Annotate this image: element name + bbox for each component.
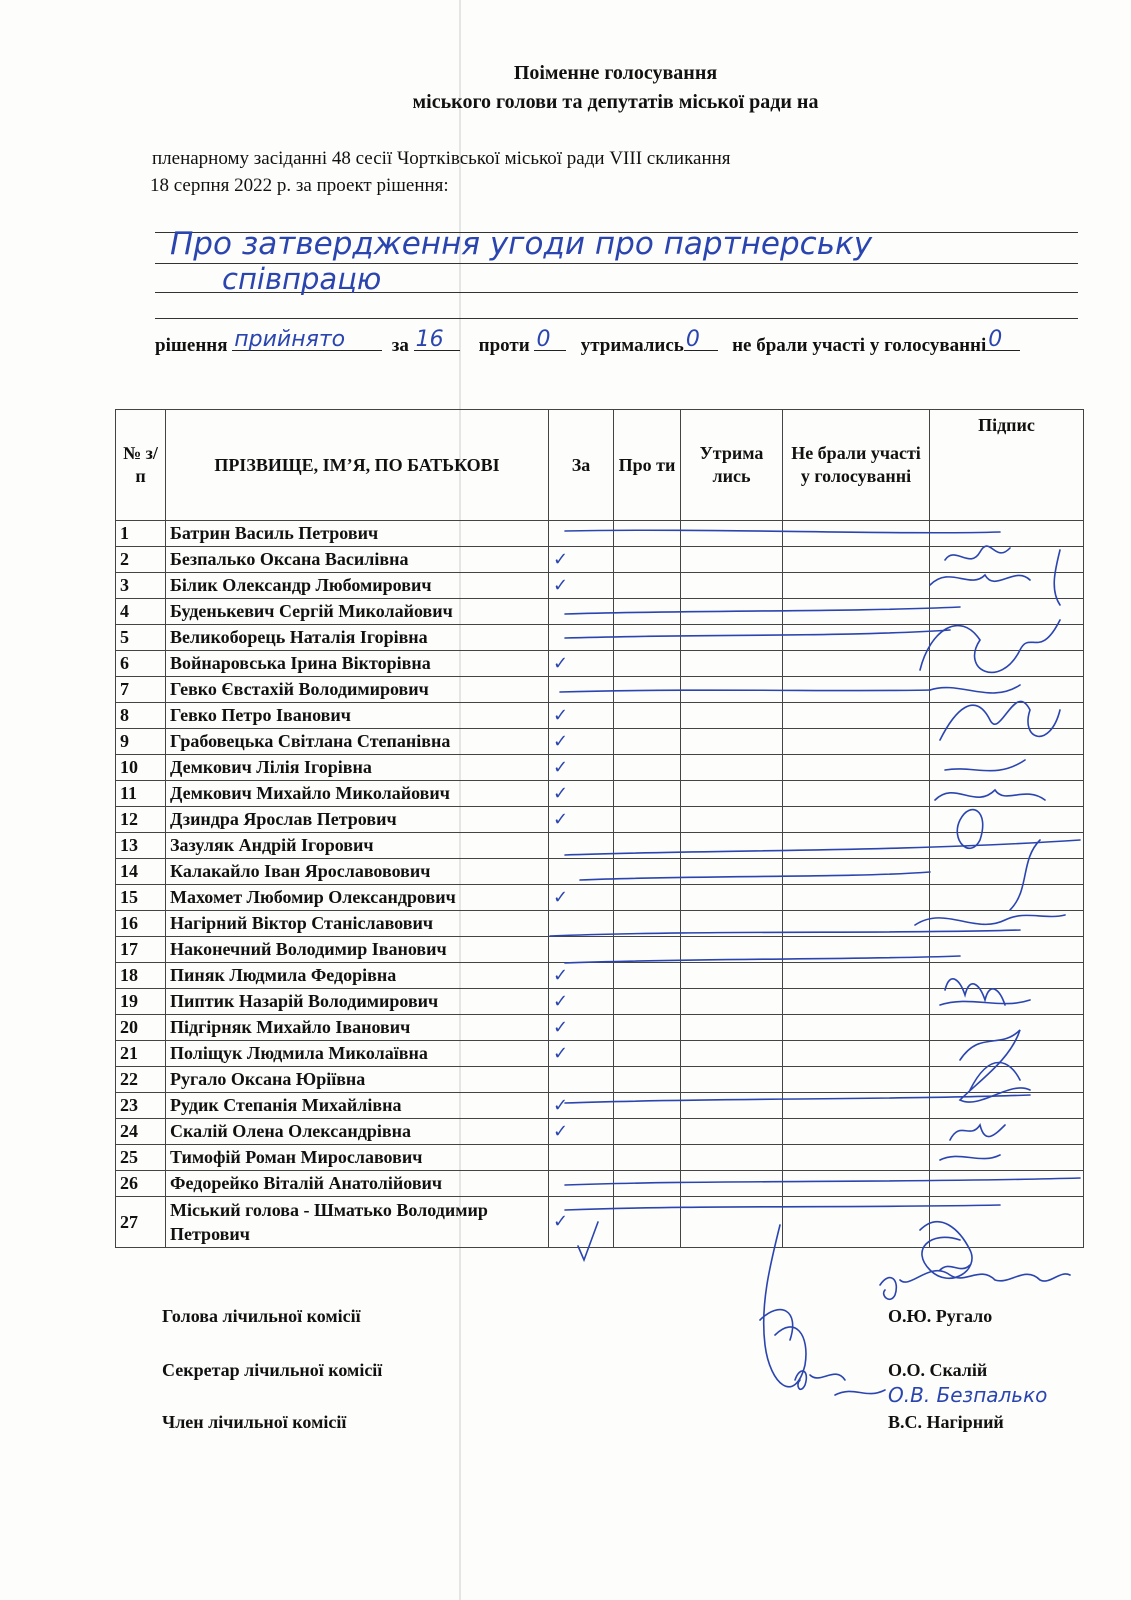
row-name: Безпалько Оксана Василівна [166,547,549,573]
header-against: Про ти [614,410,681,521]
not-voted-cell [783,1093,930,1119]
not-voted-cell [783,1145,930,1171]
row-num: 13 [116,833,166,859]
against-count-field [534,327,566,352]
row-name: Рудик Степанія Михайлівна [166,1093,549,1119]
not-voted-cell [783,573,930,599]
decision-label: рішення [155,335,228,356]
for-mark: ✓ [549,1093,614,1119]
row-num: 18 [116,963,166,989]
not-voted-cell [783,1067,930,1093]
row-num: 15 [116,885,166,911]
for-mark: ✓ [549,989,614,1015]
against-cell [614,1119,681,1145]
signature-cell [930,885,1084,911]
header-for: За [549,410,614,521]
for-mark: ✓ [549,781,614,807]
for-mark: ✓ [549,573,614,599]
decision-result-field [232,327,382,352]
for-count-field [414,327,460,352]
not-voted-cell [783,937,930,963]
for-mark [549,625,614,651]
row-num: 11 [116,781,166,807]
abstained-cell [681,911,783,937]
row-num: 14 [116,859,166,885]
abstained-cell [681,859,783,885]
for-mark: ✓ [549,729,614,755]
abstained-cell [681,833,783,859]
project-title-handwritten-2: співпрацю [222,262,382,296]
signature-cell [930,677,1084,703]
row-name: Гевко Євстахій Володимирович [166,677,549,703]
for-mark: ✓ [549,1015,614,1041]
abstained-label: утримались [580,335,684,356]
row-name: Поліщук Людмила Миколаївна [166,1041,549,1067]
header-name: ПРІЗВИЩЕ, ІМ’Я, ПО БАТЬКОВІ [166,410,549,521]
row-num: 2 [116,547,166,573]
table-row [116,729,1084,755]
row-num: 1 [116,521,166,547]
against-cell [614,651,681,677]
abstained-cell [681,651,783,677]
not-voted-cell [783,885,930,911]
chair-name: О.Ю. Ругало [888,1306,993,1326]
chair-signature [880,1271,1070,1300]
not-voted-cell [783,807,930,833]
row-num: 25 [116,1145,166,1171]
against-cell [614,729,681,755]
row-num: 4 [116,599,166,625]
against-cell [614,1171,681,1197]
abstained-cell [681,1041,783,1067]
table-row [116,1197,1084,1248]
not-voted-cell [783,521,930,547]
not-voted-cell [783,1041,930,1067]
abstained-cell [681,989,783,1015]
signature-cell [930,1067,1084,1093]
not-voted-cell [783,625,930,651]
table-row [116,703,1084,729]
row-num: 7 [116,677,166,703]
abstained-cell [681,781,783,807]
not-voted-cell [783,833,930,859]
not-voted-cell [783,651,930,677]
table-row [116,859,1084,885]
for-mark [549,1145,614,1171]
table-row [116,911,1084,937]
row-name: Буденькевич Сергій Миколайович [166,599,549,625]
row-num: 3 [116,573,166,599]
table-row [116,521,1084,547]
table-row [116,573,1084,599]
table-row [116,807,1084,833]
header-abstained: Утрима лись [681,410,783,521]
signature-cell [930,1145,1084,1171]
row-name: Ругало Оксана Юріївна [166,1067,549,1093]
signature-cell [930,911,1084,937]
row-num: 6 [116,651,166,677]
project-title-handwritten-1: Про затвердження угоди про партнерську [170,226,873,262]
not-voted-count-field [986,327,1020,352]
abstained-cell [681,599,783,625]
secretary-label: Секретар лічильної комісії [162,1360,383,1380]
against-cell [614,937,681,963]
decision-result-value: прийнято [234,327,346,352]
not-voted-cell [783,1197,930,1248]
abstained-cell [681,521,783,547]
signature-cell [930,521,1084,547]
table-row [116,599,1084,625]
row-name: Гевко Петро Іванович [166,703,549,729]
signature-cell [930,781,1084,807]
roll-call-table [115,409,1084,1248]
abstained-cell [681,625,783,651]
table-row [116,937,1084,963]
row-num: 8 [116,703,166,729]
for-mark [549,911,614,937]
row-num: 24 [116,1119,166,1145]
against-cell [614,1041,681,1067]
not-voted-cell [783,781,930,807]
row-name: Демкович Лілія Ігорівна [166,755,549,781]
against-cell [614,573,681,599]
abstained-cell [681,1119,783,1145]
row-name: Пиняк Людмила Федорівна [166,963,549,989]
member-name: В.С. Нагірний [888,1412,1004,1432]
table-row [116,1041,1084,1067]
signature-cell [930,547,1084,573]
not-voted-cell [783,755,930,781]
table-row [116,833,1084,859]
against-cell [614,521,681,547]
table-row [116,963,1084,989]
for-mark [549,599,614,625]
signature-cell [930,599,1084,625]
row-name: Пиптик Назарій Володимирович [166,989,549,1015]
abstained-cell [681,963,783,989]
row-name: Махомет Любомир Олександрович [166,885,549,911]
row-num: 9 [116,729,166,755]
against-cell [614,1093,681,1119]
not-voted-cell [783,703,930,729]
not-voted-cell [783,1171,930,1197]
table-row [116,781,1084,807]
for-mark: ✓ [549,703,614,729]
against-cell [614,963,681,989]
row-name: Нагірний Віктор Станіславович [166,911,549,937]
for-mark [549,833,614,859]
table-row [116,1093,1084,1119]
secretary-name: О.О. Скалій [888,1360,988,1380]
abstained-count-field [684,327,718,352]
against-cell [614,1145,681,1171]
row-num: 12 [116,807,166,833]
not-voted-cell [783,1119,930,1145]
row-num: 19 [116,989,166,1015]
against-cell [614,859,681,885]
abstained-cell [681,937,783,963]
signature-cell [930,1093,1084,1119]
decision-summary [155,327,1075,358]
row-num: 21 [116,1041,166,1067]
table-row [116,1067,1084,1093]
against-cell [614,1197,681,1248]
against-cell [614,885,681,911]
against-count-value: 0 [536,327,551,352]
not-voted-count-value: 0 [988,327,1003,352]
for-mark: ✓ [549,807,614,833]
signature-cell [930,963,1084,989]
for-mark [549,677,614,703]
for-mark: ✓ [549,755,614,781]
not-voted-cell [783,599,930,625]
row-name: Наконечний Володимир Іванович [166,937,549,963]
abstained-cell [681,755,783,781]
row-name: Підгірняк Михайло Іванович [166,1015,549,1041]
large-signature-loop [760,1225,806,1387]
abstained-cell [681,1197,783,1248]
for-label: за [391,335,409,356]
row-name: Великоборець Наталія Ігорівна [166,625,549,651]
signature-cell [930,729,1084,755]
against-label: проти [478,335,530,356]
row-num: 22 [116,1067,166,1093]
document-subtitle: міського голови та депутатів міської ради на [412,91,819,113]
against-cell [614,547,681,573]
session-line: пленарному засіданні 48 сесії Чортківської міської ради VIII скликання [152,148,731,169]
header-num: № з/п [116,410,166,521]
against-cell [614,677,681,703]
for-mark: ✓ [549,963,614,989]
row-name: Демкович Михайло Миколайович [166,781,549,807]
not-voted-cell [783,859,930,885]
not-voted-cell [783,963,930,989]
for-mark [549,937,614,963]
for-count-value: 16 [415,327,444,352]
member-handwritten-name: О.В. Безпалько [888,1383,1048,1407]
document-title: Поіменне голосування [513,62,718,84]
table-row [116,1015,1084,1041]
row-name: Скалій Олена Олександрівна [166,1119,549,1145]
header-not-voted: Не брали участі у голосуванні [783,410,930,521]
table-row [116,885,1084,911]
for-mark: ✓ [549,1041,614,1067]
row-num: 27 [116,1197,166,1248]
for-mark [549,1171,614,1197]
not-voted-cell [783,989,930,1015]
signature-cell [930,703,1084,729]
signature-cell [930,755,1084,781]
row-name: Грабовецька Світлана Степанівна [166,729,549,755]
for-mark [549,521,614,547]
against-cell [614,1015,681,1041]
signature-cell [930,807,1084,833]
not-voted-cell [783,911,930,937]
against-cell [614,703,681,729]
row-num: 23 [116,1093,166,1119]
table-row [116,547,1084,573]
table-row [116,1171,1084,1197]
signature-cell [930,859,1084,885]
abstained-count-value: 0 [685,327,700,352]
against-cell [614,781,681,807]
against-cell [614,833,681,859]
abstained-cell [681,1015,783,1041]
row-num: 20 [116,1015,166,1041]
row-name: Калакайло Іван Ярославовович [166,859,549,885]
row-name: Білик Олександр Любомирович [166,573,549,599]
row-name: Войнаровська Ірина Вікторівна [166,651,549,677]
for-mark [549,1067,614,1093]
row-num: 10 [116,755,166,781]
row-num: 5 [116,625,166,651]
signature-cell [930,573,1084,599]
against-cell [614,599,681,625]
signature-cell [930,625,1084,651]
for-mark: ✓ [549,651,614,677]
table-row [116,677,1084,703]
against-cell [614,807,681,833]
table-row [116,989,1084,1015]
table-row [116,1119,1084,1145]
member-label: Член лічильної комісії [162,1412,347,1432]
date-line: 18 серпня 2022 р. за проект рішення: [150,175,449,196]
row-name: Зазуляк Андрій Ігорович [166,833,549,859]
project-rule [155,318,1078,319]
abstained-cell [681,573,783,599]
abstained-cell [681,677,783,703]
signature-cell [930,1015,1084,1041]
row-name: Батрин Василь Петрович [166,521,549,547]
row-num: 26 [116,1171,166,1197]
against-cell [614,911,681,937]
row-name: Тимофій Роман Мирославович [166,1145,549,1171]
table-row [116,755,1084,781]
abstained-cell [681,547,783,573]
not-voted-cell [783,729,930,755]
signature-cell [930,989,1084,1015]
signature-cell [930,937,1084,963]
against-cell [614,1067,681,1093]
signature-cell [930,1119,1084,1145]
abstained-cell [681,703,783,729]
against-cell [614,625,681,651]
not-voted-cell [783,677,930,703]
abstained-cell [681,807,783,833]
row-name: Федорейко Віталій Анатолійович [166,1171,549,1197]
for-mark [549,859,614,885]
secretary-signature [795,1371,885,1395]
row-num: 17 [116,937,166,963]
against-cell [614,755,681,781]
abstained-cell [681,729,783,755]
for-mark: ✓ [549,1119,614,1145]
header-signature: Підпис [930,410,1084,521]
table-row [116,651,1084,677]
against-cell [614,989,681,1015]
signature-cell [930,1171,1084,1197]
signature-cell [930,1197,1084,1248]
signature-cell [930,1041,1084,1067]
for-mark: ✓ [549,885,614,911]
chair-label: Голова лічильної комісії [162,1306,361,1326]
abstained-cell [681,1171,783,1197]
not-voted-cell [783,547,930,573]
signature-cell [930,651,1084,677]
table-row [116,1145,1084,1171]
table-header-row [116,410,1084,521]
abstained-cell [681,885,783,911]
abstained-cell [681,1093,783,1119]
for-mark: ✓ [549,547,614,573]
table-row [116,625,1084,651]
row-name: Дзиндра Ярослав Петрович [166,807,549,833]
abstained-cell [681,1067,783,1093]
for-mark: ✓ [549,1197,614,1248]
row-name: Міський голова - Шматько Володимир Петрович [166,1197,549,1248]
abstained-cell [681,1145,783,1171]
not-voted-label: не брали участі у голосуванні [732,335,987,356]
row-num: 16 [116,911,166,937]
not-voted-cell [783,1015,930,1041]
signature-cell [930,833,1084,859]
